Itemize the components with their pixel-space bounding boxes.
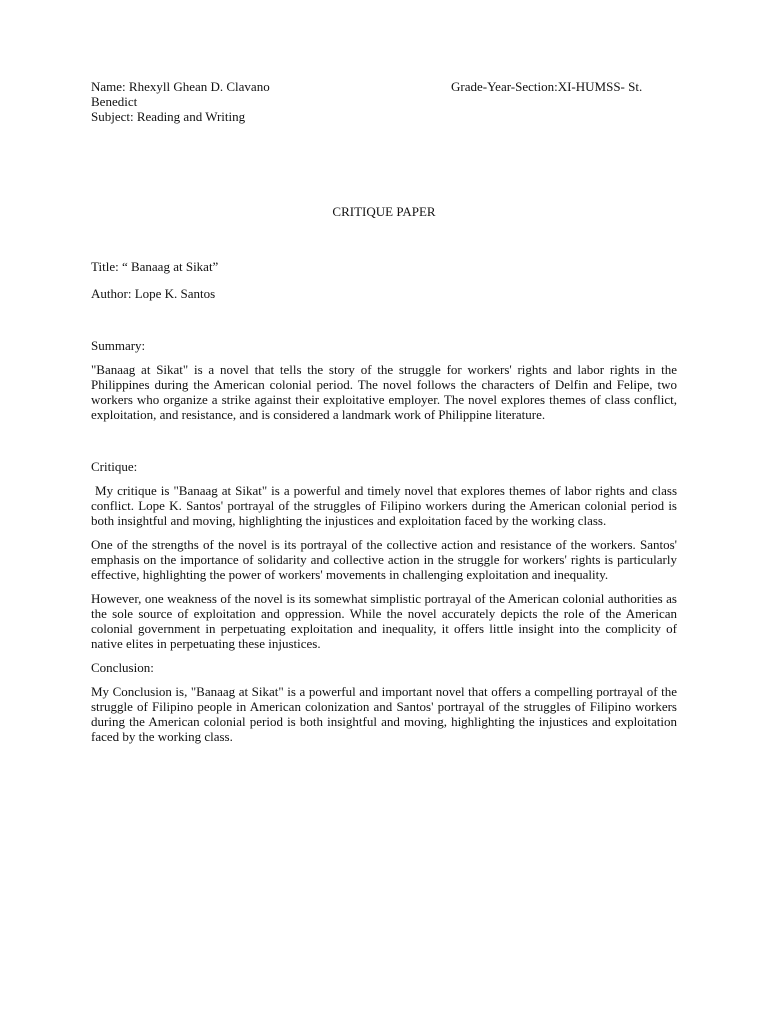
paper-title: CRITIQUE PAPER xyxy=(332,204,436,219)
grade-year-section: Grade-Year-Section:XI-HUMSS- St. Benedict xyxy=(91,79,643,109)
document-body xyxy=(91,79,681,744)
summary-heading: Summary: xyxy=(91,338,146,353)
author-line: Author: Lope K. Santos xyxy=(91,286,216,301)
subject-line: Subject: Reading and Writing xyxy=(91,109,246,124)
work-title-line: Title: “ Banaag at Sikat” xyxy=(91,259,219,274)
critique-paragraph-3: However, one weakness of the novel is its somewhat simplistic portrayal of the American colonial authorities as the sole source of exploitation and oppression. While the novel accurately depicts the role of the American colonial government in perpetuating exploitation and inequality, it offers little insight into the complicity of native elites in perpetuating these injustices. xyxy=(91,591,677,651)
critique-paragraph-1: My critique is "Banaag at Sikat" is a powerful and timely novel that explores themes of labor rights and class conflict. Lope K. Santos' portrayal of the struggles of Filipino workers during the American colonial period is both insightful and moving, highlighting the injustices and exploitation faced by the working class. xyxy=(91,483,681,528)
conclusion-paragraph: My Conclusion is, "Banaag at Sikat" is a powerful and important novel that offers a compelling portrayal of the struggle of Filipino people in American colonization and Santos' portrayal of the struggles of Filipino workers during the American colonial period is both insightful and moving, highlighting the injustices and exploitation faced by the working class. xyxy=(91,684,677,744)
critique-paragraph-2: One of the strengths of the novel is its portrayal of the collective action and resistance of the workers. Santos' emphasis on the importance of solidarity and collective action in the struggle for workers' rights is particularly effective, highlighting the power of workers' movements in challenging exploitation and inequality. xyxy=(91,537,677,582)
conclusion-heading: Conclusion: xyxy=(91,660,154,675)
header-row xyxy=(91,79,677,109)
critique-heading: Critique: xyxy=(91,459,138,474)
summary-paragraph: "Banaag at Sikat" is a novel that tells the story of the struggle for workers' rights and labor rights in the Philippines during the American colonial period. The novel follows the characters of Delfin and Felipe, two workers who organize a strike against their exploitative employer. The novel explores themes of class conflict, exploitation, and resistance, and is considered a landmark work of Philippine literature. xyxy=(91,362,681,422)
student-name: Name: Rhexyll Ghean D. Clavano xyxy=(91,79,270,94)
